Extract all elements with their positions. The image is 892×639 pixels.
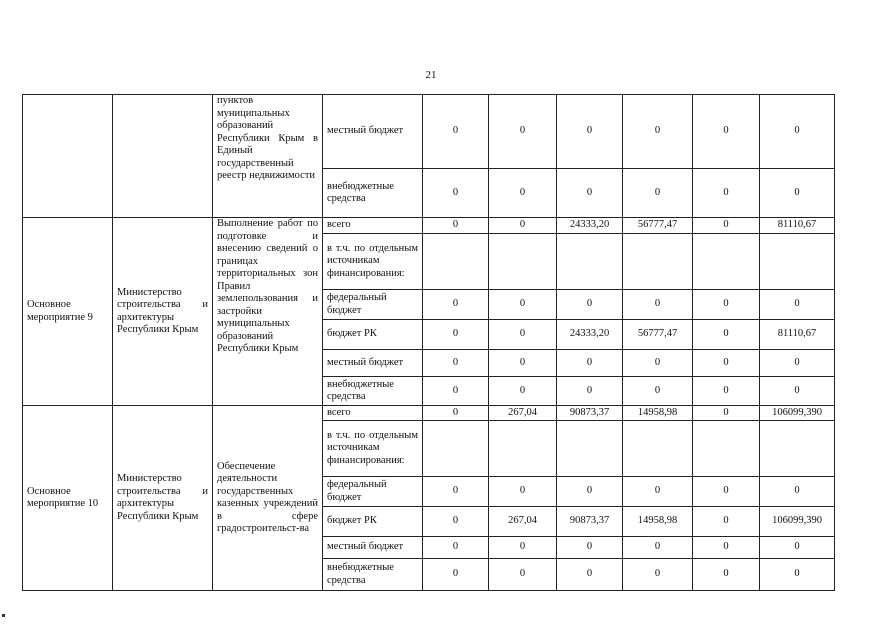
value-cell: 0 — [489, 377, 557, 406]
value-cell — [489, 421, 557, 477]
value-cell: 0 — [693, 559, 760, 591]
executor-cell: Министерство строительства и архитектуры Республики Крым — [113, 406, 213, 591]
value-cell — [760, 234, 835, 290]
table-row — [23, 406, 835, 421]
value-cell: 0 — [423, 169, 489, 218]
financing-table — [22, 94, 835, 591]
page-number: 21 — [425, 69, 437, 81]
value-cell: 0 — [557, 169, 623, 218]
value-cell: 14958,98 — [623, 507, 693, 537]
value-cell: 0 — [693, 477, 760, 507]
value-cell: 0 — [693, 320, 760, 350]
value-cell: 0 — [760, 537, 835, 559]
value-cell: 0 — [423, 95, 489, 169]
source-cell: бюджет РК — [323, 320, 423, 350]
description-cell: Выполнение работ по подготовке и внесению сведений о границах территориальных зон Правил землепользования и застройки муниципальных образований Республики Крым — [213, 218, 323, 406]
value-cell: 0 — [423, 406, 489, 421]
source-cell: в т.ч. по отдельным источникам финансирования: — [323, 234, 423, 290]
value-cell: 267,04 — [489, 406, 557, 421]
description-cell: пунктов муниципальных образований Республики Крым в Единый государственный реестр недвижимости — [213, 95, 323, 218]
value-cell: 90873,37 — [557, 406, 623, 421]
source-cell: местный бюджет — [323, 95, 423, 169]
source-cell: местный бюджет — [323, 537, 423, 559]
value-cell — [557, 421, 623, 477]
source-cell: федеральный бюджет — [323, 290, 423, 320]
value-cell — [693, 234, 760, 290]
scan-speck — [2, 614, 5, 617]
description-cell: Обеспечение деятельности государственных казенных учреждений в сфере градостроительст-ва — [213, 406, 323, 591]
value-cell: 0 — [693, 377, 760, 406]
value-cell: 0 — [489, 320, 557, 350]
source-cell: местный бюджет — [323, 350, 423, 377]
value-cell — [693, 421, 760, 477]
event-cell — [23, 95, 113, 218]
executor-cell — [113, 95, 213, 218]
value-cell — [423, 234, 489, 290]
value-cell: 0 — [489, 537, 557, 559]
table-row — [23, 95, 835, 169]
value-cell: 0 — [423, 507, 489, 537]
source-cell: всего — [323, 218, 423, 234]
value-cell: 0 — [423, 290, 489, 320]
value-cell: 0 — [423, 350, 489, 377]
value-cell: 0 — [760, 377, 835, 406]
value-cell: 0 — [693, 507, 760, 537]
value-cell: 0 — [693, 537, 760, 559]
value-cell: 106099,390 — [760, 507, 835, 537]
table-row — [23, 218, 835, 234]
value-cell: 90873,37 — [557, 507, 623, 537]
value-cell: 0 — [557, 95, 623, 169]
value-cell: 0 — [623, 169, 693, 218]
value-cell: 0 — [623, 559, 693, 591]
value-cell: 0 — [489, 218, 557, 234]
value-cell: 81110,67 — [760, 218, 835, 234]
value-cell: 0 — [760, 95, 835, 169]
value-cell: 0 — [489, 559, 557, 591]
value-cell: 0 — [557, 537, 623, 559]
value-cell: 0 — [693, 169, 760, 218]
value-cell: 0 — [693, 95, 760, 169]
value-cell: 0 — [489, 350, 557, 377]
value-cell: 0 — [623, 377, 693, 406]
value-cell: 0 — [760, 169, 835, 218]
value-cell: 24333,20 — [557, 218, 623, 234]
value-cell: 14958,98 — [623, 406, 693, 421]
value-cell: 106099,390 — [760, 406, 835, 421]
source-cell: в т.ч. по отдельным источникам финансирования: — [323, 421, 423, 477]
value-cell: 267,04 — [489, 507, 557, 537]
value-cell — [557, 234, 623, 290]
value-cell: 0 — [423, 218, 489, 234]
source-cell: внебюджетные средства — [323, 377, 423, 406]
value-cell: 0 — [760, 290, 835, 320]
value-cell — [489, 234, 557, 290]
value-cell: 0 — [489, 477, 557, 507]
value-cell: 56777,47 — [623, 218, 693, 234]
value-cell: 0 — [489, 290, 557, 320]
source-cell: всего — [323, 406, 423, 421]
value-cell: 0 — [423, 477, 489, 507]
executor-cell: Министерство строительства и архитектуры Республики Крым — [113, 218, 213, 406]
value-cell — [623, 421, 693, 477]
event-cell: Основное мероприятие 10 — [23, 406, 113, 591]
value-cell: 0 — [423, 377, 489, 406]
value-cell: 0 — [760, 559, 835, 591]
value-cell: 0 — [423, 320, 489, 350]
value-cell: 0 — [693, 406, 760, 421]
value-cell: 0 — [693, 290, 760, 320]
value-cell — [760, 421, 835, 477]
value-cell: 56777,47 — [623, 320, 693, 350]
source-cell: федеральный бюджет — [323, 477, 423, 507]
value-cell: 0 — [760, 477, 835, 507]
source-cell: бюджет РК — [323, 507, 423, 537]
value-cell: 0 — [693, 218, 760, 234]
source-cell: внебюджетные средства — [323, 169, 423, 218]
value-cell: 81110,67 — [760, 320, 835, 350]
value-cell: 0 — [693, 350, 760, 377]
value-cell: 0 — [623, 477, 693, 507]
value-cell: 24333,20 — [557, 320, 623, 350]
value-cell: 0 — [623, 350, 693, 377]
value-cell: 0 — [760, 350, 835, 377]
source-cell: внебюджетные средства — [323, 559, 423, 591]
value-cell: 0 — [623, 537, 693, 559]
value-cell: 0 — [423, 537, 489, 559]
value-cell: 0 — [557, 290, 623, 320]
value-cell: 0 — [623, 95, 693, 169]
event-cell: Основное мероприятие 9 — [23, 218, 113, 406]
value-cell: 0 — [489, 95, 557, 169]
value-cell: 0 — [557, 559, 623, 591]
value-cell: 0 — [557, 477, 623, 507]
value-cell: 0 — [423, 559, 489, 591]
value-cell: 0 — [623, 290, 693, 320]
value-cell: 0 — [557, 377, 623, 406]
value-cell — [423, 421, 489, 477]
value-cell — [623, 234, 693, 290]
value-cell: 0 — [489, 169, 557, 218]
value-cell: 0 — [557, 350, 623, 377]
